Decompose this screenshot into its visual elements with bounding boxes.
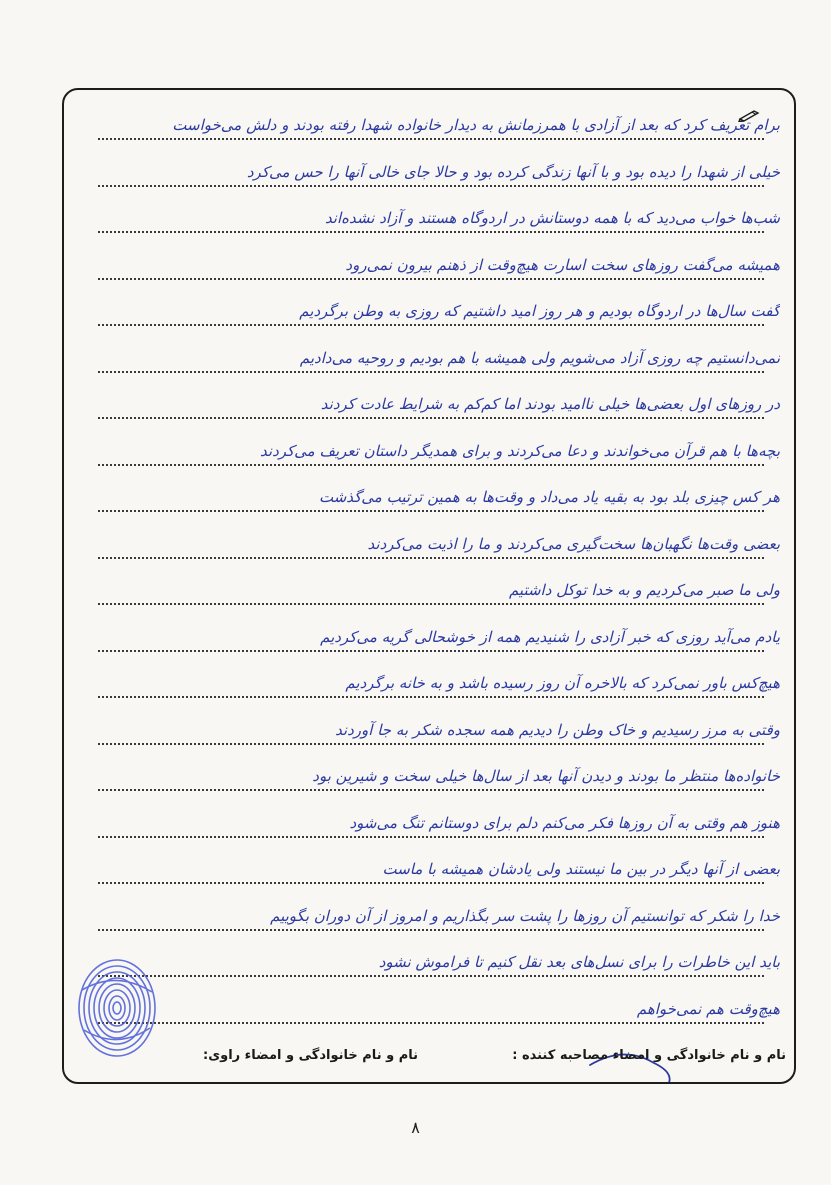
dotted-rule [98,1022,764,1024]
dotted-rule [98,929,764,931]
ruled-lines-container [64,90,794,1082]
dotted-rule [98,371,764,373]
writing-frame [62,88,796,1084]
handwritten-line: بچه‌ها با هم قرآن می‌خواندند و دعا می‌کردند و برای همدیگر داستان تعریف می‌کردند [260,441,780,460]
handwritten-line: شب‌ها خواب می‌دید که با همه دوستانش در اردوگاه هستند و آزاد نشده‌اند [324,209,780,227]
narrator-signature-label: نام و نام خانوادگی و امضاء راوی: [203,1048,418,1063]
dotted-rule [98,743,764,745]
dotted-rule [98,185,764,187]
handwritten-line: بعضی از آنها دیگر در بین ما نیستند ولی یادشان همیشه با ماست [382,860,780,878]
handwritten-line: خیلی از شهدا را دیده بود و با آنها زندگی کرده بود و حالا جای خالی آنها را حس می‌کرد [246,162,780,181]
dotted-rule [98,975,764,977]
dotted-rule [98,138,764,140]
handwritten-line: خدا را شکر که توانستیم آن روزها را پشت سر بگذاریم و امروز از آن دوران بگوییم [270,906,780,925]
dotted-rule [98,603,764,605]
dotted-rule [98,650,764,652]
dotted-rule [98,557,764,559]
page-number: ۸ [411,1118,420,1137]
signature-labels-row [64,1042,794,1072]
dotted-rule [98,231,764,233]
handwritten-line: هیچ‌وقت هم نمی‌خواهم [636,999,780,1018]
dotted-rule [98,789,764,791]
handwritten-line: هنوز هم وقتی به آن روزها فکر می‌کنم دلم برای دوستانم تنگ می‌شود [349,813,780,832]
dotted-rule [98,510,764,512]
dotted-rule [98,882,764,884]
handwritten-line: هر کس چیزی بلد بود به بقیه یاد می‌داد و وقت‌ها به همین ترتیب می‌گذشت [318,488,780,506]
interviewer-signature-label: نام و نام خانوادگی و امضاء مصاحبه کننده : [512,1048,786,1063]
handwritten-line: در روزهای اول بعضی‌ها خیلی ناامید بودند اما کم‌کم به شرایط عادت کردند [320,395,780,413]
handwritten-line: ولی ما صبر می‌کردیم و به خدا توکل داشتیم [508,581,780,599]
handwritten-line: نمی‌دانستیم چه روزی آزاد می‌شویم ولی همیشه با هم بودیم و روحیه می‌دادیم [299,348,780,367]
handwritten-line: هیچ‌کس باور نمی‌کرد که بالاخره آن روز رسیده باشد و به خانه برگردیم [345,674,780,692]
dotted-rule [98,696,764,698]
handwritten-line: باید این خاطرات را برای نسل‌های بعد نقل کنیم تا فراموش نشود [378,953,780,971]
handwritten-line: همیشه می‌گفت روزهای سخت اسارت هیچ‌وقت از ذهنم بیرون نمی‌رود [345,255,780,274]
handwritten-line: برام تعریف کرد که بعد از آزادی با همرزمانش به دیدار خانواده شهدا رفته بودند و دلش می‌خواست [172,116,780,134]
handwritten-line: خانواده‌ها منتظر ما بودند و دیدن آنها بعد از سال‌ها خیلی سخت و شیرین بود [312,767,780,785]
handwritten-line: وقتی به مرز رسیدیم و خاک وطن را دیدیم همه سجده شکر به جا آوردند [335,720,780,739]
dotted-rule [98,324,764,326]
dotted-rule [98,836,764,838]
handwritten-line: گفت سال‌ها در اردوگاه بودیم و هر روز امید داشتیم که روزی به وطن برگردیم [299,302,780,320]
dotted-rule [98,464,764,466]
handwritten-line: بعضی وقت‌ها نگهبان‌ها سخت‌گیری می‌کردند و ما را اذیت می‌کردند [367,534,780,553]
dotted-rule [98,278,764,280]
handwritten-line: یادم می‌آید روزی که خبر آزادی را شنیدیم همه از خوشحالی گریه می‌کردیم [320,627,780,646]
dotted-rule [98,417,764,419]
